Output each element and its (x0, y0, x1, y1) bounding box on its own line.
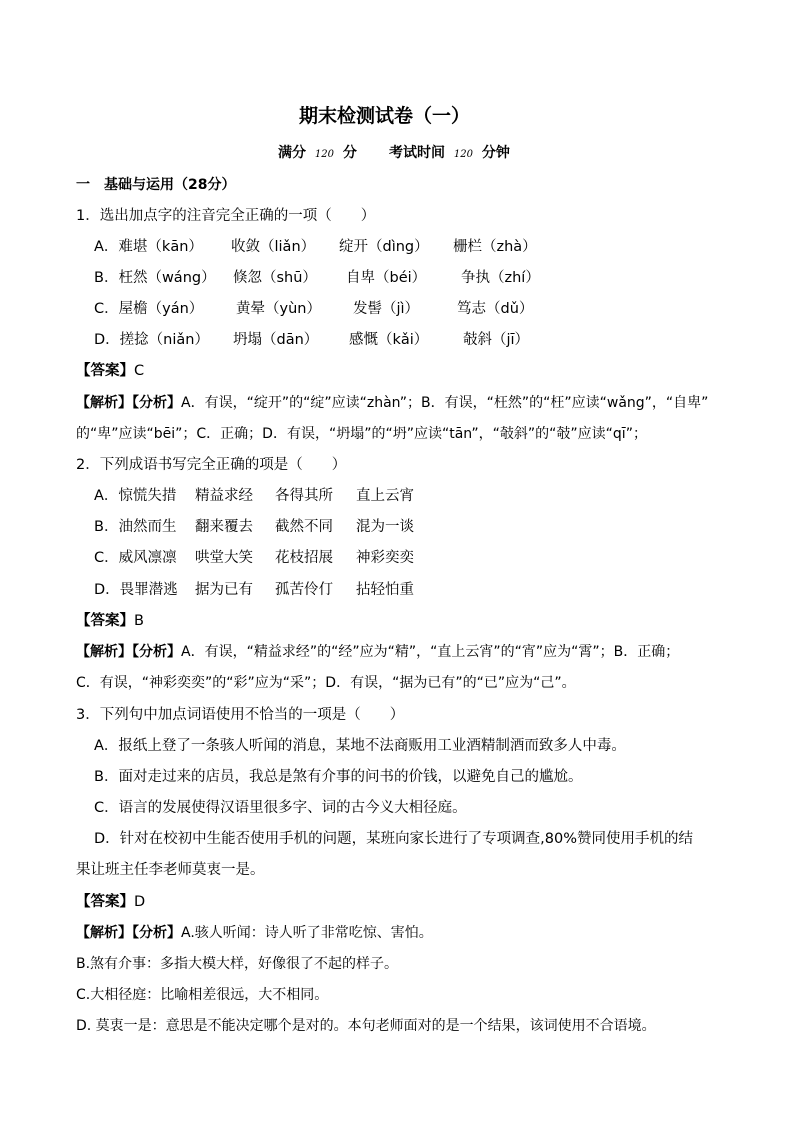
option-b-3: 截然不同 (275, 519, 333, 535)
answer-value: D (134, 894, 146, 910)
analysis-text: A．有误，“绽开”的“绽”应读“zhàn”；B．有误，“枉然”的“枉”应读“wǎng”，“自卑” (181, 395, 709, 411)
analysis-tag: 【解析】【分析】 (76, 644, 181, 660)
analysis-text: A.骇人听闻：诗人听了非常吃惊、害怕。 (181, 925, 433, 941)
option-c: C．语言的发展使得汉语里很多字、词的古今义大相径庭。 (94, 800, 467, 816)
question-1-answer (76, 364, 144, 379)
question-1-stem: 1．选出加点字的注音完全正确的一项（ ） (76, 208, 376, 224)
score-info (278, 146, 357, 160)
option-c-1: C．屋檐（yán） (94, 301, 204, 317)
option-c-4: 神彩奕奕 (356, 550, 414, 566)
question-2-stem: 2．下列成语书写完全正确的项是（ ） (76, 457, 347, 473)
time-unit: 分钟 (481, 145, 510, 161)
answer-label: 【答案】 (76, 363, 134, 379)
score-unit: 分 (342, 145, 357, 161)
score-label: 满分 (278, 145, 306, 161)
option-c-2: 哄堂大笑 (195, 550, 253, 566)
option-d-1: D．搓捻（niǎn） (94, 332, 209, 348)
option-b-3: 自卑（béi） (346, 270, 427, 286)
question-3-analysis-line-4: D. 莫衷一是：意思是不能决定哪个是对的。本句老师面对的是一个结果，该词使用不合语境。 (76, 1018, 656, 1034)
option-c-2: 黄晕（yùn） (236, 301, 321, 317)
answer-label: 【答案】 (76, 613, 134, 629)
option-a-4: 直上云宵 (356, 488, 414, 504)
option-a-2: 精益求经 (195, 488, 253, 504)
option-a-1: A．难堪（kān） (94, 239, 203, 255)
question-3-analysis-line-2: B.煞有介事：多指大模大样，好像很了不起的样子。 (76, 956, 399, 972)
score-value: 120 (314, 149, 334, 160)
option-c-3: 花枝招展 (275, 550, 333, 566)
question-2-analysis-line-2: C．有误，“神彩奕奕”的“彩”应为“采”；D．有误，“据为已有”的“已”应为“己”。 (76, 675, 576, 691)
analysis-tag: 【解析】【分析】 (76, 395, 181, 411)
option-a: A．报纸上登了一条骇人听闻的消息，某地不法商贩用工业酒精制酒而致多人中毒。 (94, 738, 626, 754)
option-d-continued: 果让班主任李老师莫衷一是。 (76, 862, 265, 878)
option-c-4: 笃志（dǔ） (457, 301, 534, 317)
analysis-text: A．有误，“精益求经”的“经”应为“精”，“直上云宵”的“宵”应为“霄”；B．正确； (181, 644, 680, 660)
option-b-4: 争执（zhí） (461, 270, 540, 286)
question-2-analysis-line-1 (76, 645, 679, 659)
option-b-1: B．枉然（wáng） (94, 270, 216, 286)
answer-label: 【答案】 (76, 894, 134, 910)
time-info (389, 146, 510, 160)
question-3-analysis-line-1 (76, 926, 433, 940)
question-3-stem: 3．下列句中加点词语使用不恰当的一项是（ ） (76, 707, 405, 723)
option-d-4: 攲斜（jī） (463, 332, 530, 348)
analysis-tag: 【解析】【分析】 (76, 925, 181, 941)
answer-value: C (134, 363, 145, 379)
question-3-answer (76, 895, 145, 910)
question-1-analysis-line-1 (76, 396, 708, 410)
time-label: 考试时间 (389, 145, 445, 161)
option-a-1: A．惊慌失措 (94, 488, 177, 504)
option-b-1: B．油然而生 (94, 519, 177, 535)
option-a-4: 栅栏（zhà） (453, 239, 537, 255)
option-b-2: 倏忽（shū） (233, 270, 317, 286)
option-a-2: 收敛（liǎn） (231, 239, 316, 255)
answer-value: B (134, 613, 144, 629)
option-d-3: 孤苦伶仃 (275, 582, 333, 598)
option-b-2: 翻来覆去 (195, 519, 253, 535)
question-2-answer (76, 614, 144, 629)
option-c-3: 发髻（jì） (353, 301, 420, 317)
option-b-4: 混为一谈 (356, 519, 414, 535)
option-d-2: 坍塌（dān） (233, 332, 319, 348)
option-a-3: 绽开（dìng） (339, 239, 429, 255)
option-d-3: 感慨（kǎi） (349, 332, 429, 348)
question-1-analysis-line-2: 的“卑”应读“bēi”；C．正确；D．有误，“坍塌”的“坍”应读“tān”，“攲斜”的“攲”应读“qī”； (76, 426, 647, 442)
option-b: B．面对走过来的店员，我总是煞有介事的问书的价钱，以避免自己的尴尬。 (94, 769, 583, 785)
option-d-2: 据为已有 (195, 582, 253, 598)
question-3-analysis-line-3: C.大相径庭：比喻相差很远，大不相同。 (76, 987, 329, 1003)
option-d: D．针对在校初中生能否使用手机的问题，某班向家长进行了专项调查,80%赞同使用手机的结 (94, 831, 693, 847)
option-a-3: 各得其所 (275, 488, 333, 504)
page-title: 期末检测试卷（一） (299, 105, 471, 127)
section-heading: 一 基础与运用（28分） (76, 177, 236, 193)
option-c-1: C．威风凛凛 (94, 550, 177, 566)
option-d-4: 拈轻怕重 (356, 582, 414, 598)
option-d-1: D．畏罪潜逃 (94, 582, 178, 598)
time-value: 120 (453, 149, 473, 160)
